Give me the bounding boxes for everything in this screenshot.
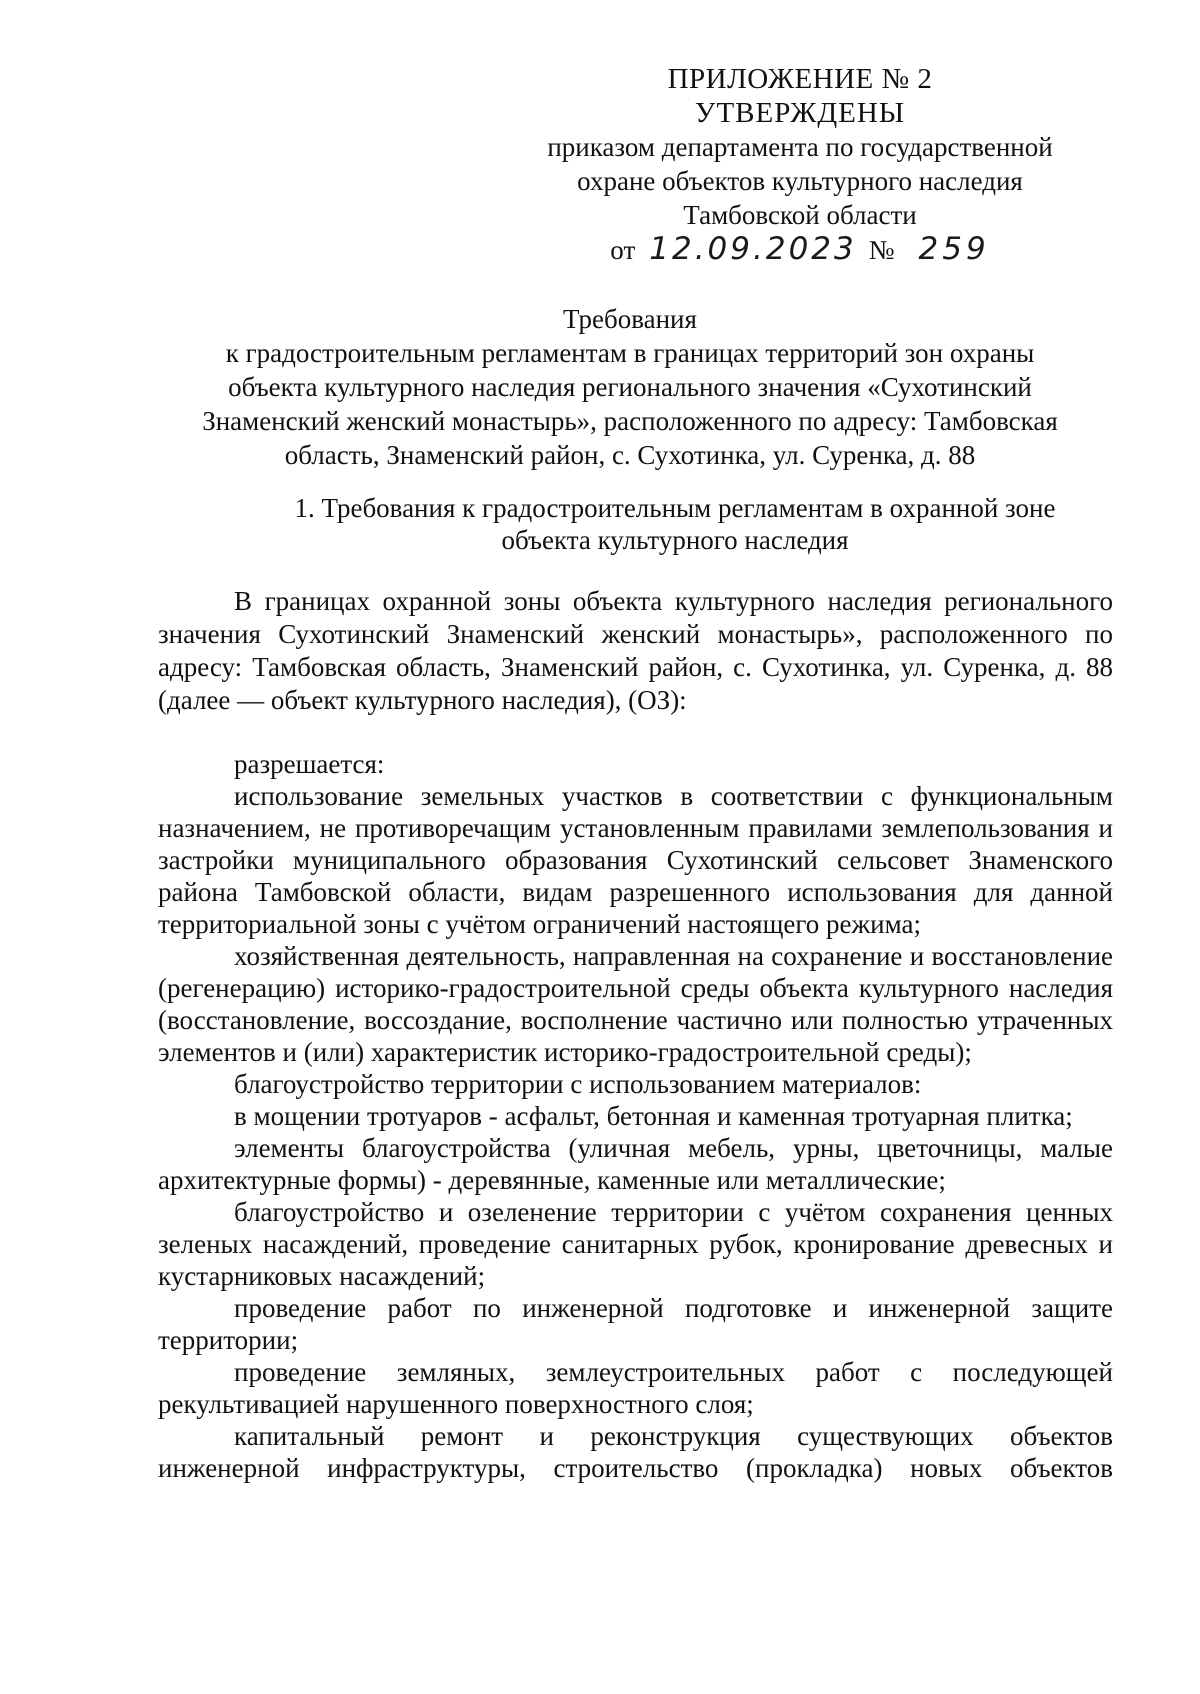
approved-label: УТВЕРЖДЕНЫ bbox=[694, 97, 906, 129]
section-heading bbox=[240, 492, 1110, 556]
list-item: благоустройство и озеленение территории с учётом сохранения ценных зеленых насаждений, проведение санитарных рубок, кронирование древесных и кустарниковых насаждений; bbox=[158, 1197, 1113, 1291]
list-item: использование земельных участков в соответствии с функциональным назначением, не противоречащим установленным правилами землепользования и застройки муниципального образования Сухотинский сельсовет Знаменского района Тамбовской области, видам разрешенного использования для данной территориальной зоны с учётом ограничений настоящего режима; bbox=[158, 781, 1113, 939]
list-item: капитальный ремонт и реконструкция существующих объектов инженерной инфраструктуры, строительство (прокладка) новых объектов bbox=[158, 1421, 1113, 1483]
title-line-1: к градостроительным регламентам в границах территорий зон охраны bbox=[225, 338, 1035, 368]
order-line-1: приказом департамента по государственной bbox=[547, 132, 1053, 162]
intro-paragraph: В границах охранной зоны объекта культурного наследия регионального значения Сухотинский Знаменский женский монастырь», расположенного по адресу: Тамбовская область, Знаменский район, с. Сухотинка, ул. Суренка, д. 88 (далее — объект культурного наследия), (ОЗ): bbox=[158, 586, 1113, 715]
title-line-2: объекта культурного наследия регионального значения «Сухотинский bbox=[228, 372, 1032, 402]
list-item: благоустройство территории с использованием материалов: bbox=[234, 1069, 922, 1099]
allowed-list bbox=[158, 748, 1113, 1484]
approval-header bbox=[500, 62, 1100, 267]
document-title bbox=[160, 302, 1100, 472]
order-date-line bbox=[500, 232, 1100, 267]
list-item: элементы благоустройства (уличная мебель, урны, цветочницы, малые архитектурные формы) - деревянные, каменные или металлические; bbox=[158, 1133, 1113, 1195]
title-line-3: Знаменский женский монастырь», расположенного по адресу: Тамбовская bbox=[202, 406, 1058, 436]
section-heading-line-1: 1. Требования к градостроительным регламентам в охранной зоне bbox=[294, 493, 1056, 523]
handwritten-date: 12.09.2023 bbox=[649, 231, 857, 267]
title-main: Требования bbox=[563, 304, 697, 334]
order-line-3: Тамбовской области bbox=[683, 200, 917, 230]
number-sign: № bbox=[868, 235, 895, 265]
list-item: проведение земляных, землеустроительных работ с последующей рекультивацией нарушенного поверхностного слоя; bbox=[158, 1357, 1113, 1419]
intro-block bbox=[158, 585, 1113, 717]
section-heading-line-2: объекта культурного наследия bbox=[501, 525, 849, 555]
list-item: хозяйственная деятельность, направленная на сохранение и восстановление (регенерацию) историко-градостроительной среды объекта культурного наследия (восстановление, воссоздание, восполнение частично или полностью утраченных элементов и (или) характеристик историко-градостроительной среды); bbox=[158, 941, 1113, 1067]
title-line-4: область, Знаменский район, с. Сухотинка, ул. Суренка, д. 88 bbox=[284, 440, 976, 470]
date-prefix: от bbox=[610, 235, 636, 265]
list-item: проведение работ по инженерной подготовке и инженерной защите территории; bbox=[158, 1293, 1113, 1355]
allowed-label: разрешается: bbox=[234, 749, 385, 779]
handwritten-number: 259 bbox=[918, 231, 990, 267]
list-item: в мощении тротуаров - асфальт, бетонная и каменная тротуарная плитка; bbox=[234, 1101, 1073, 1131]
appendix-label: ПРИЛОЖЕНИЕ № 2 bbox=[667, 63, 933, 95]
order-line-2: охране объектов культурного наследия bbox=[577, 166, 1023, 196]
